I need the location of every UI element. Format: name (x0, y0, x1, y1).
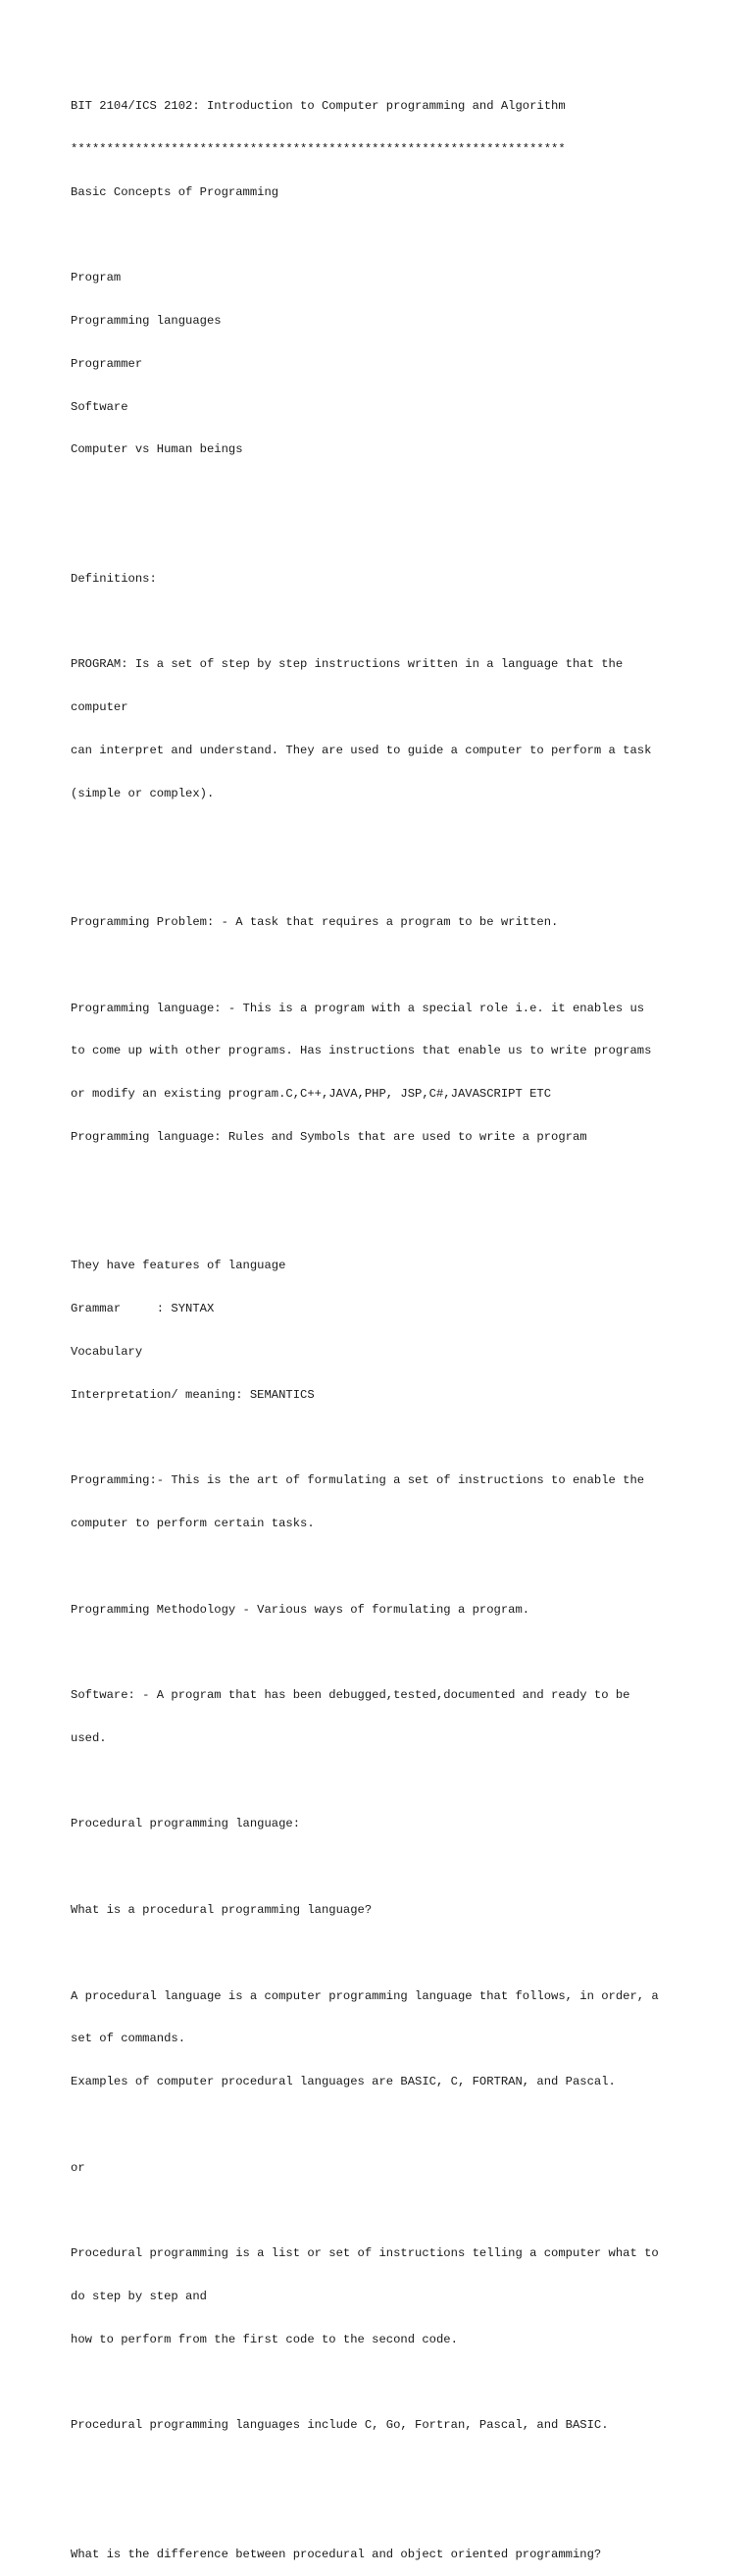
blank-line (71, 529, 698, 543)
blank-line (71, 2376, 698, 2391)
blank-line (71, 1775, 698, 1789)
blank-line (71, 1560, 698, 1574)
definitions-heading: Definitions: (71, 571, 157, 586)
paragraph-line: to come up with other programs. Has instructions that enable us to write programs (71, 1044, 652, 1058)
blank-line (71, 1860, 698, 1875)
paragraph-line: Examples of computer procedural languages are BASIC, C, FORTRAN, and Pascal. (71, 2075, 616, 2089)
paragraph-line: Procedural programming is a list or set of instructions telling a computer what to (71, 2246, 659, 2261)
paragraph-line: A procedural language is a computer programming language that follows, in order, a (71, 1988, 659, 2003)
topic-list-item: Program (71, 271, 122, 285)
paragraph-line: Software: - A program that has been debugged,tested,documented and ready to be (71, 1688, 630, 1703)
blank-line (71, 615, 698, 630)
title-underline: ********************************************************************* (71, 141, 566, 156)
blank-line (71, 1216, 698, 1231)
blank-line (71, 872, 698, 887)
blank-line (71, 1173, 698, 1188)
document-title: BIT 2104/ICS 2102: Introduction to Computer programming and Algorithm (71, 99, 566, 114)
paragraph-line: What is a procedural programming language? (71, 1903, 373, 1917)
blank-line (71, 2203, 698, 2218)
topic-list-item: Software (71, 399, 128, 414)
blank-line (71, 486, 698, 500)
paragraph-line: do step by step and (71, 2290, 207, 2304)
paragraph-line: or (71, 2160, 85, 2175)
document-page (71, 71, 698, 2576)
blank-line (71, 229, 698, 243)
paragraph-line: Programming language: - This is a program with a special role i.e. it enables us (71, 1001, 645, 1015)
blank-line (71, 2461, 698, 2476)
paragraph-line: can interpret and understand. They are used to guide a computer to perform a task (71, 743, 652, 757)
paragraph-line: computer to perform certain tasks. (71, 1516, 315, 1530)
paragraph-line: Procedural programming language: (71, 1817, 301, 1831)
topic-list-item: Computer vs Human beings (71, 442, 243, 457)
paragraph-line: used. (71, 1730, 107, 1745)
paragraph-line: or modify an existing program.C,C++,JAVA,PHP, JSP,C#,JAVASCRIPT ETC (71, 1087, 552, 1102)
paragraph-line: Vocabulary (71, 1344, 143, 1359)
blank-line (71, 1645, 698, 1660)
paragraph-line: Programming:- This is the art of formulating a set of instructions to enable the (71, 1473, 645, 1488)
blank-line (71, 2118, 698, 2133)
topic-list-item: Programming languages (71, 314, 222, 329)
paragraph-line: how to perform from the first code to the second code. (71, 2332, 458, 2346)
blank-line (71, 958, 698, 973)
blank-line (71, 1946, 698, 1961)
blank-line (71, 2504, 698, 2519)
blank-line (71, 1430, 698, 1445)
paragraph-line: What is the difference between procedural and object oriented programming? (71, 2547, 602, 2561)
paragraph-line: Interpretation/ meaning: SEMANTICS (71, 1387, 315, 1402)
paragraph-line: (simple or complex). (71, 786, 215, 800)
topic-list-item: Programmer (71, 356, 143, 371)
section-heading: Basic Concepts of Programming (71, 184, 279, 199)
paragraph-line: Programming Methodology - Various ways of formulating a program. (71, 1602, 530, 1617)
paragraph-line: set of commands. (71, 2032, 186, 2046)
paragraph-line: Programming language: Rules and Symbols that are used to write a program (71, 1129, 587, 1144)
paragraph-line: Programming Problem: - A task that requires a program to be written. (71, 915, 559, 930)
blank-line (71, 829, 698, 844)
paragraph-line: PROGRAM: Is a set of step by step instructions written in a language that the (71, 657, 624, 672)
paragraph-line: Grammar : SYNTAX (71, 1302, 215, 1316)
paragraph-line: Procedural programming languages include C, Go, Fortran, Pascal, and BASIC. (71, 2418, 609, 2433)
paragraph-line: They have features of language (71, 1259, 286, 1273)
paragraph-line: computer (71, 700, 128, 715)
